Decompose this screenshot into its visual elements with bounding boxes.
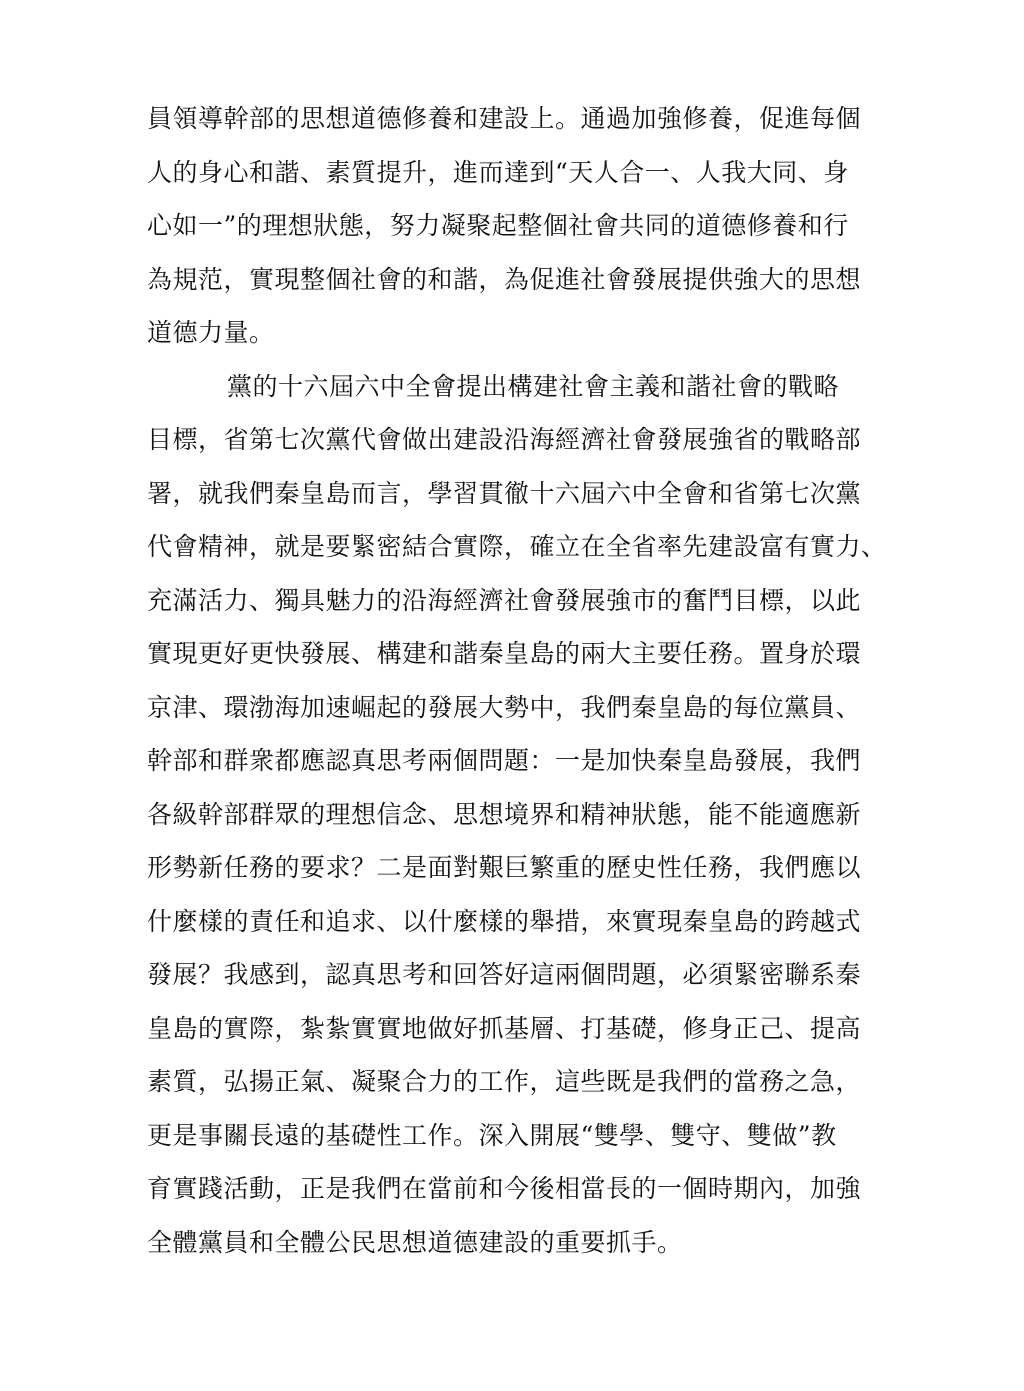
text-line: 署，就我們秦皇島而言，學習貫徹十六屆六中全會和省第七次黨 (147, 478, 862, 508)
text-line: 全體黨員和全體公民思想道德建設的重要抓手。 (147, 1227, 683, 1257)
text-line: 素質，弘揚正氣、凝聚合力的工作，這些既是我們的當務之急， (147, 1067, 862, 1096)
text-line: 更是事關長遠的基礎性工作。深入開展“雙學、雙守、雙做”教 (147, 1120, 837, 1150)
text-line: 育實踐活動，正是我們在當前和今後相當長的一個時期內，加強 (147, 1174, 862, 1203)
text-line: 形勢新任務的要求？二是面對艱巨繁重的歷史性任務，我們應以 (147, 853, 862, 882)
text-line: 京津、環渤海加速崛起的發展大勢中，我們秦皇島的每位黨員、 (147, 692, 862, 722)
text-line: 心如一”的理想狀態，努力凝聚起整個社會共同的道德修養和行 (147, 211, 849, 240)
text-line: 代會精神，就是要緊密結合實際，確立在全省率先建設富有實力、 (147, 532, 887, 561)
paragraph-first-line: 黨的十六屆六中全會提出構建社會主義和諧社會的戰略 (227, 371, 840, 401)
text-line: 發展？我感到，認真思考和回答好這兩個問題，必須緊密聯系秦 (147, 960, 862, 989)
text-line: 皇島的實際，紮紮實實地做好抓基層、打基礎，修身正己、提高 (147, 1013, 862, 1043)
text-line: 什麼樣的責任和追求、以什麼樣的舉措，來實現秦皇島的跨越式 (147, 906, 862, 936)
text-line: 為規范，實現整個社會的和諧，為促進社會發展提供強大的思想 (147, 264, 862, 294)
text-line: 各級幹部群眾的理想信念、思想境界和精神狀態，能不能適應新 (147, 799, 862, 829)
text-line: 幹部和群衆都應認真思考兩個問題：一是加快秦皇島發展，我們 (147, 746, 862, 775)
body-text (147, 92, 887, 1269)
text-line: 實現更好更快發展、構建和諧秦皇島的兩大主要任務。置身於環 (147, 639, 862, 668)
text-line: 充滿活力、獨具魅力的沿海經濟社會發展強市的奮鬥目標，以此 (147, 585, 862, 615)
text-line: 員領導幹部的思想道德修養和建設上。通過加強修養，促進每個 (147, 104, 862, 133)
text-line: 人的身心和諧、素質提升，進而達到“天人合一、人我大同、身 (147, 157, 849, 187)
text-line: 目標，省第七次黨代會做出建設沿海經濟社會發展強省的戰略部 (147, 425, 862, 454)
text-line: 道德力量。 (147, 318, 275, 347)
